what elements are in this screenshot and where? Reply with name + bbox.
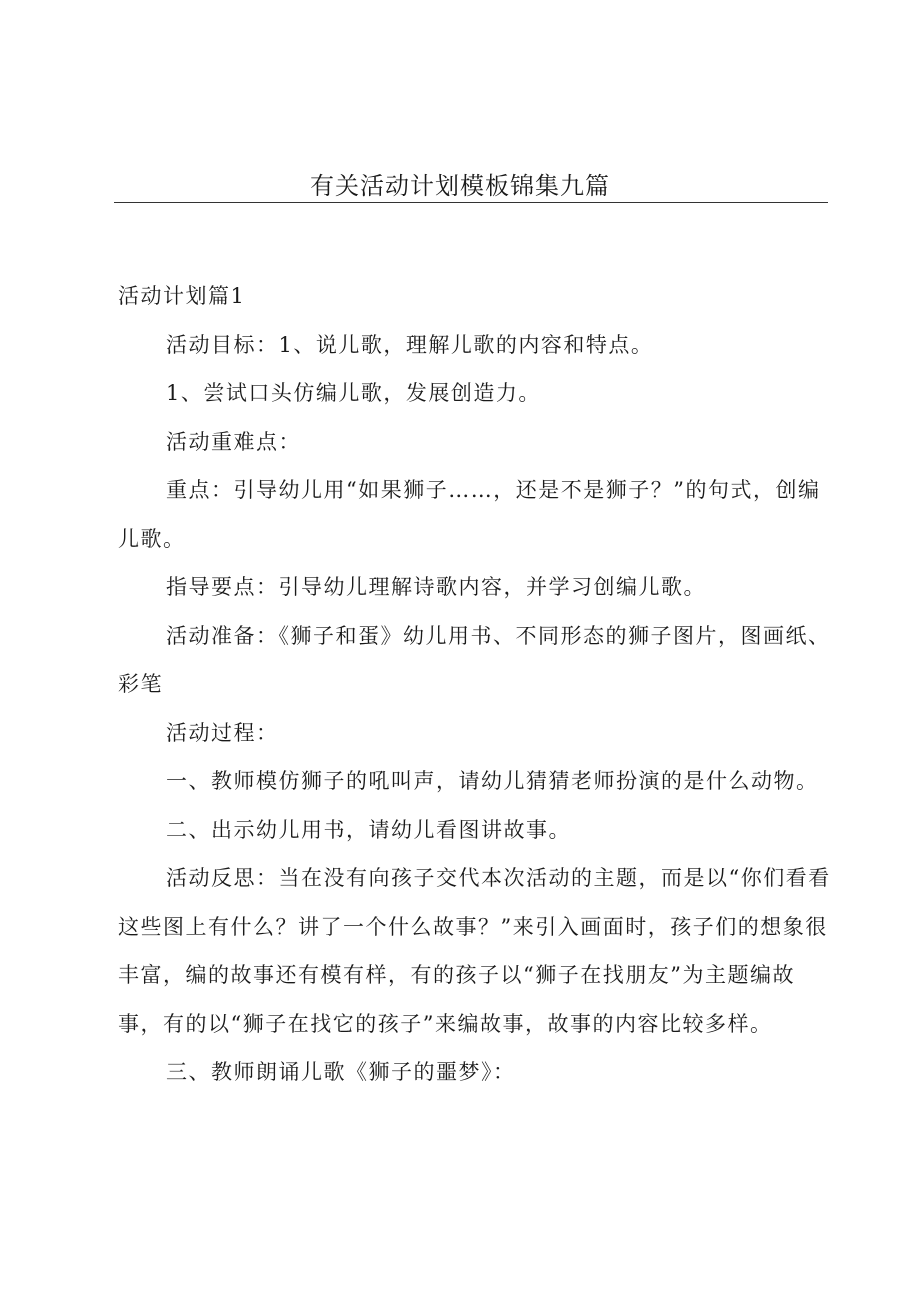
paragraph-step-one: 一、教师模仿狮子的吼叫声，请幼儿猜猜老师扮演的是什么动物。	[166, 769, 819, 793]
document-body	[118, 272, 832, 1097]
paragraph-step-three: 三、教师朗诵儿歌《狮子的噩梦》：	[166, 1060, 516, 1084]
paragraph-preparation: 活动准备：《狮子和蛋》幼儿用书、不同形态的狮子图片，图画纸、彩笔	[118, 623, 831, 696]
paragraph-goal-item: 1、尝试口头仿编儿歌，发展创造力。	[166, 381, 541, 405]
paragraph-reflection: 活动反思：当在没有向孩子交代本次活动的主题，而是以“你们看看这些图上有什么？讲了一个什么故事？”来引入画面时，孩子们的想象很丰富，编的故事还有模有样，有的孩子以“狮子在找朋友”为主题编故事，有的以“狮子在找它的孩子”来编故事，故事的内容比较多样。	[118, 866, 831, 1036]
section-heading: 活动计划篇1	[118, 284, 246, 308]
paragraph-key-points-heading: 活动重难点：	[166, 429, 301, 454]
paragraph-guidance: 指导要点：引导幼儿理解诗歌内容，并学习创编儿歌。	[166, 575, 706, 599]
paragraph-key-point: 重点：引导幼儿用“如果狮子……，还是不是狮子？”的句式，创编儿歌。	[118, 478, 821, 551]
paragraph-step-two: 二、出示幼儿用书，请幼儿看图讲故事。	[166, 817, 571, 842]
title-underline	[114, 202, 828, 203]
document-title: 有关活动计划模板锦集九篇	[310, 172, 610, 200]
paragraph-process-heading: 活动过程：	[166, 720, 279, 745]
paragraph-goals: 活动目标：1、说儿歌，理解儿歌的内容和特点。	[166, 332, 654, 357]
